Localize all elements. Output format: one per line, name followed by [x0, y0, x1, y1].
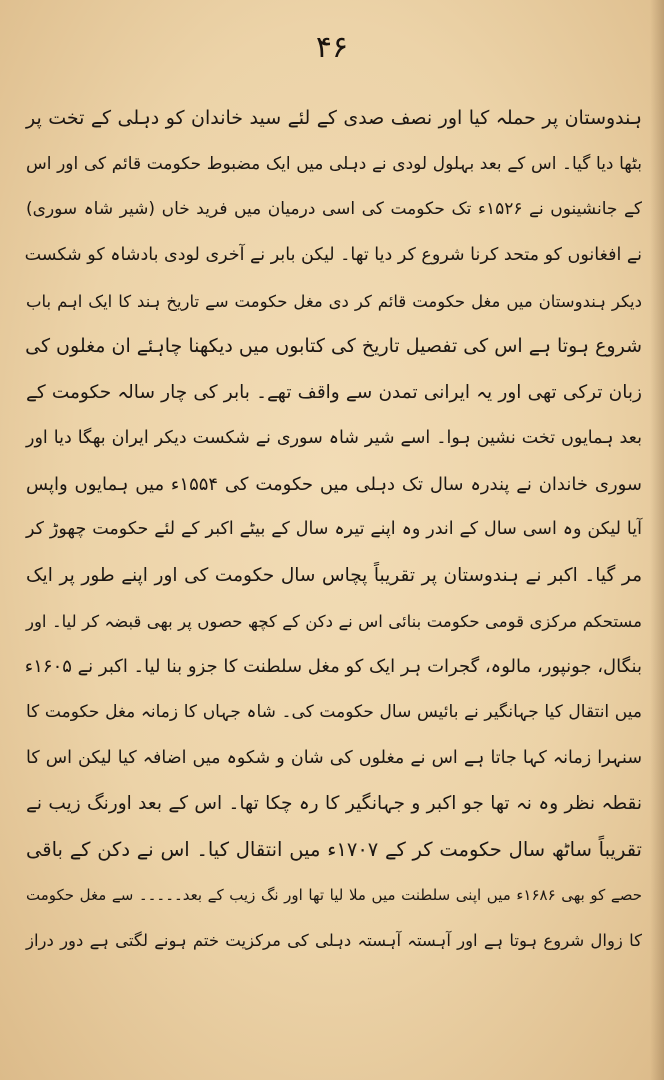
- text-line: بعد ہمایوں تخت نشین ہوا۔ اسے شیر شاہ سوری نے شکست دیکر ایران بھگا دیا اور: [26, 427, 642, 448]
- text-line: سنہرا زمانہ کہا جاتا ہے اس نے مغلوں کی شان و شکوہ میں اضافہ کیا لیکن اس کا: [26, 747, 642, 768]
- text-line: میں انتقال کیا جہانگیر نے بائیس سال حکومت کی۔ شاہ جہاں کا زمانہ مغل حکومت کا: [26, 701, 642, 722]
- page-number: ۴۶: [315, 30, 349, 65]
- text-line: مر گیا۔ اکبر نے ہندوستان پر تقریباً پچاس سال حکومت کی اور اپنے طور پر ایک: [26, 564, 642, 586]
- text-line: زبان ترکی تھی اور یہ ایرانی تمدن سے واقف تھے۔ بابر کی چار سالہ حکومت کے: [26, 382, 642, 404]
- text-line: مستحکم مرکزی قومی حکومت بنائی اس نے دکن کے کچھ حصوں پر بھی قبضہ کر لیا۔ اور: [26, 611, 642, 631]
- text-line: دیکر ہندوستان میں مغل حکومت قائم کر دی مغل حکومت سے تاریخ ہند کا ایک اہم باب: [26, 291, 642, 311]
- text-line: کا زوال شروع ہوتا ہے اور آہستہ آہستہ دہلی کی مرکزیت ختم ہونے لگتی ہے دور دراز: [26, 931, 642, 951]
- text-line: آیا لیکن وہ اسی سال کے اندر وہ اپنے تیرہ سال کے بیٹے اکبر کے لئے حکومت چھوڑ کر: [26, 519, 642, 540]
- text-line: شروع ہوتا ہے اس کی تفصیل تاریخ کی کتابوں میں دیکھنا چاہئے ان مغلوں کی: [25, 335, 642, 358]
- text-line: نے افغانوں کو متحد کرنا شروع کر دیا تھا۔ لیکن بابر نے آخری لودی بادشاہ کو شکست: [24, 245, 642, 266]
- text-line: نقطہ نظر وہ نہ تھا جو اکبر و جہانگیر کا رہ چکا تھا۔ اس کے بعد اورنگ زیب نے: [26, 793, 642, 815]
- page-edge-shadow: [650, 0, 664, 1080]
- text-line: بٹھا دیا گیا۔ اس کے بعد بہلول لودی نے دہلی میں ایک مضبوط حکومت قائم کی اور اس: [26, 153, 642, 174]
- text-line: بنگال، جونپور، مالوہ، گجرات ہر ایک کو مغل سلطنت کا جزو بنا لیا۔ اکبر نے ۱۶۰۵ء: [24, 656, 642, 678]
- text-line: کے جانشینوں نے ۱۵۲۶ء تک حکومت کی اسی درمیان میں فرید خاں (شیر شاہ سوری): [26, 199, 642, 220]
- body-text: [26, 96, 642, 964]
- text-line: سوری خاندان نے پندرہ سال تک دہلی میں حکومت کی ۱۵۵۴ء میں ہمایوں واپس: [26, 473, 642, 495]
- text-line: ہندوستان پر حملہ کیا اور نصف صدی کے لئے سید خاندان کو دہلی کے تخت پر: [26, 107, 642, 129]
- text-line: تقریباً ساٹھ سال حکومت کر کے ۱۷۰۷ء میں انتقال کیا۔ اس نے دکن کے باقی: [26, 838, 642, 861]
- text-line: حصے کو بھی ۱۶۸۶ء میں اپنی سلطنت میں ملا لیا تھا اور نگ زیب کے بعد۔۔۔۔۔ سے مغل حکومت: [26, 885, 642, 904]
